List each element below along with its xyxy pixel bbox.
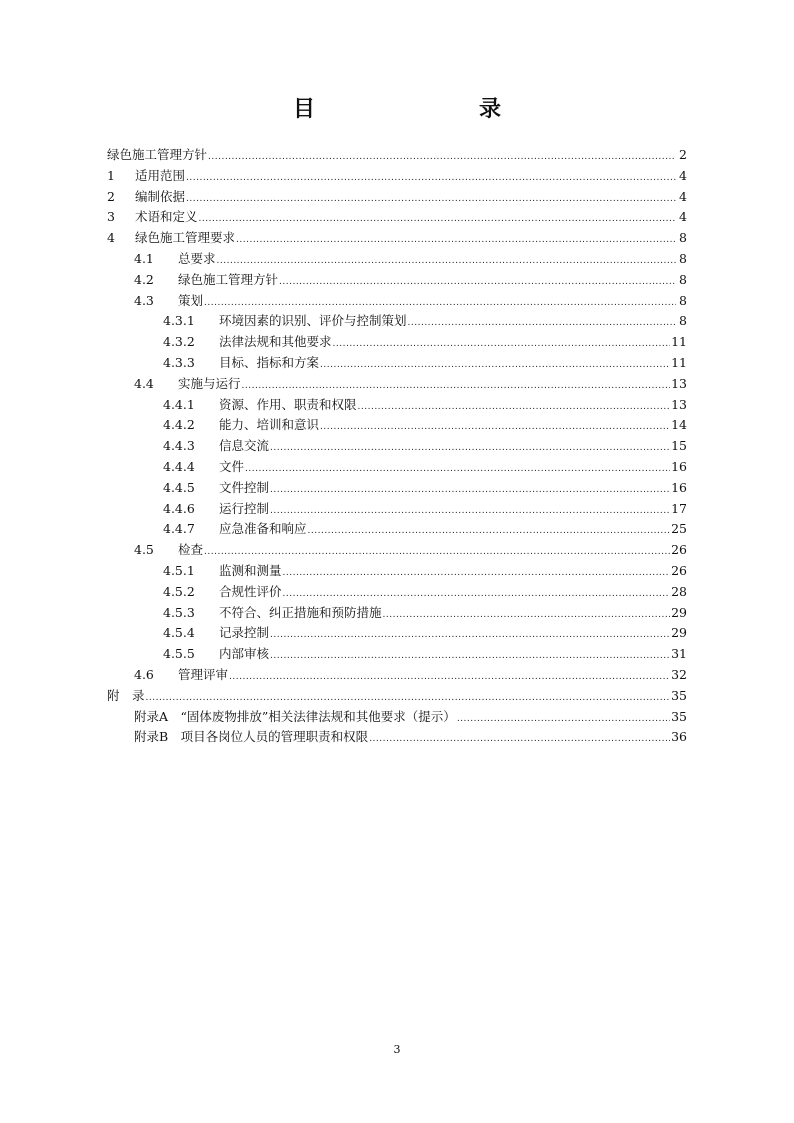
toc-entry-title: 策划 (178, 292, 204, 308)
toc-entry-number: 4.4.5 (163, 479, 195, 495)
toc-dot-leader (186, 189, 676, 210)
toc-entry-title: 附 录 (107, 687, 145, 703)
toc-entry-title: 法律法规和其他要求 (219, 334, 332, 350)
toc-entry-page: 2 (679, 147, 687, 162)
toc-entry-number: 4.5.3 (163, 604, 195, 620)
toc-entry-title: 合规性评价 (219, 583, 282, 599)
toc-entry-title: 目标、指标和方案 (219, 354, 320, 370)
toc-dot-leader (457, 709, 670, 730)
toc-entry-number: 4.3 (134, 292, 154, 308)
toc-entry-page: 13 (671, 396, 687, 412)
toc-entry-page: 35 (671, 708, 687, 724)
toc-entry[interactable] (107, 561, 687, 582)
toc-entry-title: 不符合、纠正措施和预防措施 (219, 604, 382, 620)
toc-dot-leader (333, 334, 671, 355)
toc-entry[interactable] (107, 166, 687, 187)
toc-entry-page: 8 (679, 292, 687, 308)
toc-entry-title: 绿色施工管理方针 (107, 147, 208, 162)
toc-entry-page: 25 (671, 521, 687, 537)
toc-entry-page: 36 (671, 729, 687, 745)
page-number: 3 (393, 1043, 401, 1056)
toc-dot-leader (270, 501, 670, 522)
toc-dot-leader (320, 355, 670, 376)
toc-entry-title: 文件 (219, 458, 245, 474)
toc-entry[interactable] (107, 207, 687, 228)
toc-dot-leader (270, 438, 670, 459)
toc-entry-number: 4.1 (134, 250, 154, 266)
toc-entry-page: 16 (671, 458, 687, 474)
toc-entry-number: 4.6 (134, 666, 154, 682)
toc-dot-leader (229, 667, 670, 688)
toc-entry-page: 31 (671, 646, 687, 662)
toc-entry-title: 监测和测量 (219, 562, 282, 578)
toc-entry-page: 4 (679, 209, 687, 225)
toc-entry-page: 28 (671, 583, 687, 599)
toc-entry[interactable] (107, 499, 687, 520)
toc-entry-number: 1 (107, 167, 115, 183)
toc-dot-leader (270, 625, 670, 646)
toc-entry-number: 4.5.1 (163, 562, 195, 578)
toc-dot-leader (358, 397, 671, 418)
toc-entry[interactable] (107, 665, 687, 686)
toc-entry[interactable] (107, 519, 687, 540)
toc-dot-leader (204, 293, 676, 314)
toc-entry-page: 15 (671, 438, 687, 454)
toc-entry-number: 4.4.3 (163, 438, 195, 454)
toc-dot-leader (199, 209, 676, 230)
toc-entry-page: 4 (679, 167, 687, 183)
toc-dot-leader (279, 272, 676, 293)
toc-entry-number: 3 (107, 209, 115, 225)
toc-entry-title: 信息交流 (219, 438, 270, 454)
toc-entry-page: 32 (671, 666, 687, 682)
toc-entry-title: 附录A “固体废物排放”相关法律法规和其他要求（提示） (134, 708, 456, 724)
toc-entry-title: 运行控制 (219, 500, 270, 516)
toc-entry[interactable] (107, 582, 687, 603)
toc-dot-leader (270, 646, 670, 667)
toc-dot-leader (204, 542, 670, 563)
toc-entry-number: 2 (107, 188, 115, 204)
toc-entry-title: 应急准备和响应 (219, 521, 307, 537)
toc-entry-page: 35 (671, 687, 687, 703)
toc-entry-page: 8 (679, 250, 687, 266)
toc-dot-leader (146, 688, 671, 709)
toc-dot-leader (208, 147, 676, 168)
toc-entry[interactable] (107, 478, 687, 499)
toc-entry-title: 环境因素的识别、评价与控制策划 (219, 313, 407, 329)
toc-dot-leader (242, 376, 671, 397)
toc-dot-leader (308, 521, 671, 542)
toc-entry-page: 16 (671, 479, 687, 495)
toc-entry-number: 4.5.2 (163, 583, 195, 599)
toc-entry[interactable] (107, 395, 687, 416)
toc-entry-number: 4.4.2 (163, 417, 195, 433)
toc-entry[interactable] (107, 228, 687, 249)
toc-entry-title: 编制依据 (135, 188, 186, 204)
toc-entry[interactable] (107, 332, 687, 353)
toc-entry-number: 4.4.1 (163, 396, 195, 412)
toc-entry[interactable] (107, 603, 687, 624)
toc-entry-title: 内部审核 (219, 646, 270, 662)
toc-entry-page: 26 (671, 562, 687, 578)
toc-dot-leader (236, 230, 676, 251)
toc-entry-title: 总要求 (178, 250, 216, 266)
toc-entry-number: 4.4 (134, 375, 154, 391)
toc-entry-page: 13 (671, 375, 687, 391)
toc-dot-leader (283, 584, 671, 605)
toc-entry[interactable] (107, 644, 687, 665)
toc-entry[interactable] (107, 686, 687, 707)
toc-entry[interactable] (107, 374, 687, 395)
toc-entry-number: 4.5 (134, 542, 154, 558)
toc-entry-number: 4.3.3 (163, 354, 195, 370)
toc-entry-title: 文件控制 (219, 479, 270, 495)
toc-entry-page: 11 (671, 354, 687, 370)
toc-dot-leader (186, 168, 676, 189)
toc-entry-page: 29 (671, 604, 687, 620)
toc-entry[interactable] (107, 353, 687, 374)
toc-entry[interactable] (107, 436, 687, 457)
toc-dot-leader (320, 417, 670, 438)
toc-entry[interactable] (107, 291, 687, 312)
toc-entry-title: 绿色施工管理方针 (178, 271, 279, 287)
toc-entry-number: 4.2 (134, 271, 154, 287)
toc-entry-number: 4.5.4 (163, 625, 195, 641)
toc-entry-title: 管理评审 (178, 666, 229, 682)
toc-entry-page: 8 (679, 313, 687, 329)
toc-entry-number: 4.3.2 (163, 334, 195, 350)
toc-dot-leader (383, 605, 671, 626)
toc-entry[interactable] (107, 415, 687, 436)
toc-entry-number: 4.5.5 (163, 646, 195, 662)
toc-entry[interactable] (107, 270, 687, 291)
toc-entry-title: 实施与运行 (178, 375, 241, 391)
toc-entry-title: 术语和定义 (135, 209, 198, 225)
toc-entry-page: 8 (679, 230, 687, 246)
toc-entry-number: 4.3.1 (163, 313, 195, 329)
toc-entry-title: 记录控制 (219, 625, 270, 641)
toc-entry-page: 26 (671, 542, 687, 558)
toc-entry-title: 资源、作用、职责和权限 (219, 396, 357, 412)
toc-dot-leader (369, 729, 670, 750)
toc-entry[interactable] (107, 187, 687, 208)
toc-entry-title: 绿色施工管理要求 (135, 230, 236, 246)
toc-entry-page: 11 (671, 334, 687, 350)
page-title: 目 录 (292, 97, 541, 122)
toc-entry-page: 14 (671, 417, 687, 433)
toc-entry-page: 29 (671, 625, 687, 641)
toc-entry-page: 8 (679, 271, 687, 287)
toc-entry-title: 适用范围 (135, 167, 186, 183)
toc-entry-page: 17 (671, 500, 687, 516)
toc-entry[interactable] (107, 727, 687, 748)
toc-entry-title: 能力、培训和意识 (219, 417, 320, 433)
toc-entry[interactable] (107, 145, 687, 166)
toc-entry[interactable] (107, 311, 687, 332)
toc-dot-leader (283, 563, 671, 584)
toc-dot-leader (408, 313, 676, 334)
toc-entry[interactable] (107, 623, 687, 644)
toc-entry-number: 4.4.4 (163, 458, 195, 474)
toc-entry[interactable] (107, 457, 687, 478)
toc-entry-title: 附录B 项目各岗位人员的管理职责和权限 (134, 729, 369, 745)
toc-entry-page: 4 (679, 188, 687, 204)
toc-dot-leader (270, 480, 670, 501)
toc-dot-leader (217, 251, 676, 272)
toc-entry[interactable] (107, 540, 687, 561)
toc-entry[interactable] (107, 707, 687, 728)
toc-entry[interactable] (107, 249, 687, 270)
toc-entry-number: 4.4.6 (163, 500, 195, 516)
toc-entry-number: 4 (107, 230, 115, 246)
toc-entry-number: 4.4.7 (163, 521, 195, 537)
toc-entry-title: 检查 (178, 542, 204, 558)
table-of-contents (107, 145, 687, 748)
toc-dot-leader (245, 459, 670, 480)
